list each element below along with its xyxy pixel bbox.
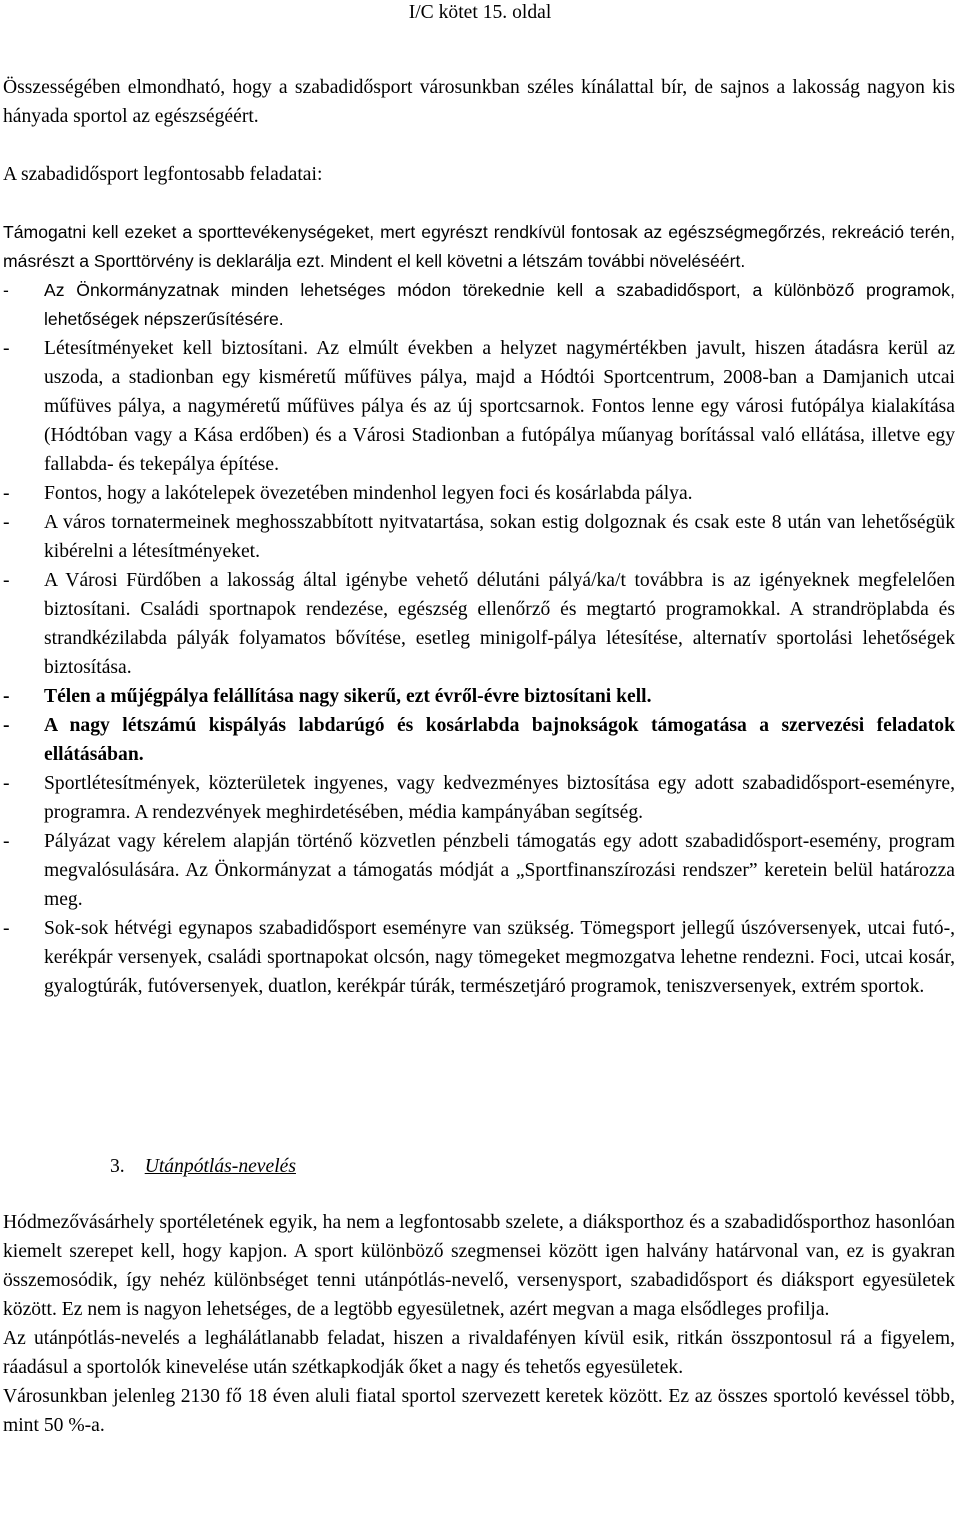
- list-item: [3, 914, 955, 1001]
- list-item: [3, 711, 955, 769]
- list-item: [3, 566, 955, 682]
- list-item: [3, 827, 955, 914]
- list-dash: -: [3, 831, 10, 852]
- list-item-text: Pályázat vagy kérelem alapján történő közvetlen pénzbeli támogatás egy adott szabadidősport-esemény, program megvalósulására. Az Önkormányzat a támogatás módját a „Sportfinanszírozási rendszer” keretein belül határozza meg.: [44, 831, 955, 910]
- list-item: [3, 508, 955, 566]
- list-dash: -: [3, 570, 10, 591]
- intro-section: [3, 73, 955, 1001]
- list-item: [3, 276, 955, 334]
- list-dash: -: [3, 512, 10, 533]
- paragraph-support: Támogatni kell ezeket a sporttevékenységeket, mert egyrészt rendkívül fontosak az egészségmegőrzés, rekreáció terén, másrészt a Sporttörvény is deklarálja ezt. Mindent el kell követni a létszám további növeléséért.: [3, 222, 955, 271]
- list-item: [3, 769, 955, 827]
- section-heading: [110, 1152, 296, 1181]
- page-header: I/C kötet 15. oldal: [408, 2, 552, 23]
- list-dash: -: [3, 773, 10, 794]
- list-dash: -: [3, 686, 10, 707]
- list-dash: -: [3, 338, 10, 359]
- list-item-text: Sok-sok hétvégi egynapos szabadidősport eseményre van szükség. Tömegsport jellegű úszóversenyek, utcai futó-, kerékpár versenyek, családi sportnapokat olcsón, nagy tömegeket megmozgatva lehetne rendezni. Foci, utcai kosár, gyalogtúrák, futóversenyek, duatlon, kerékpár túrák, természetjáró programok, teniszversenyek, extrém sportok.: [44, 918, 955, 997]
- paragraph-youth-stats: Városunkban jelenleg 2130 fő 18 éven aluli fiatal sportol szervezett keretek között. Ez az összes sportoló kevéssel több, mint 50 %-a.: [3, 1386, 955, 1436]
- section-title: Utánpótlás-nevelés: [144, 1156, 296, 1177]
- list-item-text: Létesítményeket kell biztosítani. Az elmúlt években a helyzet nagymértékben javult, hiszen átadásra kerül az uszoda, a stadionban egy kisméretű műfüves pálya, majd a Hódtói Sportcentrum, 2008-ban a Damjanich utcai műfüves pálya, a nagyméretű műfüves pálya és az új sportcsarnok. Fontos lenne egy városi futópálya kialakítása (Hódtóban vagy a Kása erdőben) és a Városi Stadionban a futópálya műanyag borítással való ellátása, illetve egy fallabda- és tekepálya építése.: [44, 338, 955, 475]
- list-item-text: Sportlétesítmények, közterületek ingyenes, vagy kedvezményes biztosítása egy adott szabadidősport-eseményre, programra. A rendezvények meghirdetésében, média kampányában segítség.: [44, 773, 955, 823]
- list-item: [3, 682, 955, 711]
- paragraph-tasks-intro: A szabadidősport legfontosabb feladatai:: [3, 164, 323, 185]
- list-item-text: Télen a műjégpálya felállítása nagy sikerű, ezt évről-évre biztosítani kell.: [44, 686, 652, 707]
- list-item: [3, 479, 955, 508]
- list-item: [3, 334, 955, 479]
- list-item-text: Fontos, hogy a lakótelepek övezetében mindenhol legyen foci és kosárlabda pálya.: [44, 483, 693, 504]
- tasks-list: [3, 276, 955, 1001]
- list-dash: -: [3, 918, 10, 939]
- list-dash: -: [3, 483, 10, 504]
- paragraph-youth-intro: Hódmezővásárhely sportéletének egyik, ha nem a legfontosabb szelete, a diáksporthoz és a szabadidősporthoz hasonlóan kiemelt szerepet kell, hogy kapjon. A sport különböző szegmensei között igen halvány határvonal van, ez is gyakran összemosódik, így nehéz különbséget tenni utánpótlás-nevelő, versenysport, szabadidősport és diáksport egyesületek között. Ez nem is nagyon lehetséges, de a legtöbb egyesületnek, azért megvan a maga elsődleges profilja.: [3, 1212, 955, 1320]
- list-item-text: A város tornatermeinek meghosszabbított nyitvatartása, sokan estig dolgoznak és csak este 8 után van lehetőségük kibérelni a létesítményeket.: [44, 512, 955, 562]
- paragraph-youth-task: Az utánpótlás-nevelés a leghálátlanabb feladat, hiszen a rivaldafényen kívül esik, ritkán összpontosul rá a figyelem, ráadásul a sportolók kinevelése után szétkapkodják őket a nagy és tehetős egyesületek.: [3, 1328, 955, 1378]
- youth-section: [3, 1208, 955, 1440]
- list-item-text: A Városi Fürdőben a lakosság által igénybe vehető délutáni pályá/ka/t továbbra is az igényeknek megfelelően biztosítani. Családi sportnapok rendezése, egészség ellenőrző és megtartó programokkal. A strandröplabda és strandkézilabda pályák folyamatos bővítése, esetleg minigolf-pálya létesítése, alternatív sportolási lehetőségek biztosítása.: [44, 570, 955, 678]
- list-dash: -: [3, 715, 10, 736]
- list-item-text: Az Önkormányzatnak minden lehetséges módon törekednie kell a szabadidősport, a különböző programok, lehetőségek népszerűsítésére.: [44, 280, 955, 329]
- list-item-text: A nagy létszámú kispályás labdarúgó és kosárlabda bajnokságok támogatása a szervezési feladatok ellátásában.: [44, 715, 955, 765]
- list-dash: -: [3, 280, 9, 300]
- section-number: 3.: [110, 1156, 125, 1177]
- paragraph-summary: Összességében elmondható, hogy a szabadidősport városunkban széles kínálattal bír, de sajnos a lakosság nagyon kis hányada sportol az egészségéért.: [3, 77, 955, 127]
